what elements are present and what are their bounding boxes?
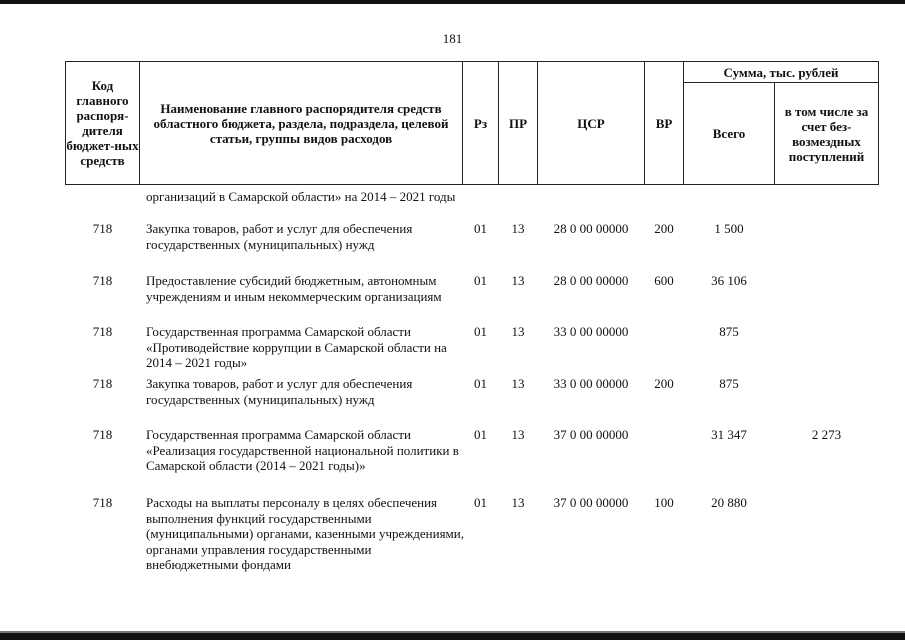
header-csr: ЦСР — [577, 115, 605, 131]
header-pr: ПР — [508, 115, 528, 131]
row-pr: 13 — [511, 273, 525, 288]
row-rz: 01 — [474, 376, 487, 391]
row-pr: 13 — [511, 324, 525, 339]
row-csr: 28 0 00 00000 — [553, 273, 629, 288]
row-pr: 13 — [511, 427, 525, 442]
row-total: 875 — [719, 324, 739, 339]
row-name: Государственная программа Самарской области «Реализация государственной национальной политики в Самарской области (2014 – 2021 годы)» — [146, 427, 459, 473]
row-total: 875 — [719, 376, 739, 391]
row-total: 31 347 — [711, 427, 747, 442]
row-name: Предоставление субсидий бюджетным, автономным учреждениям и иным некоммерческим организациям — [146, 273, 442, 304]
row-name: Государственная программа Самарской области «Противодействие коррупции в Самарской области на 2014 – 2021 годы» — [146, 324, 447, 370]
header-code: Код главного распоря-дителя бюджет-ных средств — [66, 78, 139, 168]
row-vr: 200 — [654, 221, 674, 236]
header-bottom-border — [65, 184, 879, 185]
row-name: Закупка товаров, работ и услуг для обеспечения государственных (муниципальных) нужд — [146, 376, 413, 407]
header-total: Всего — [712, 126, 746, 141]
row-csr: 33 0 00 00000 — [553, 376, 629, 391]
row-total: 1 500 — [714, 221, 744, 236]
row-csr: 28 0 00 00000 — [553, 221, 629, 236]
row-pr: 13 — [511, 376, 525, 391]
row-total: 36 106 — [711, 273, 747, 288]
row-vr: 600 — [654, 273, 674, 288]
row-rz: 01 — [474, 273, 487, 288]
row-name: Расходы на выплаты персоналу в целях обеспечения выполнения функций государственными (муниципальными) органами, казенными учреждениями, органами управления государственными внебюджетными фондами — [146, 495, 464, 572]
row-code: 718 — [92, 273, 113, 288]
row-grants: 2 273 — [811, 427, 842, 442]
row-code: 718 — [92, 495, 113, 510]
header-name: Наименование главного распорядителя средств областного бюджета, раздела, подраздела, целевой статьи, группы видов расходов — [153, 100, 449, 146]
row-csr: 37 0 00 00000 — [553, 495, 629, 510]
row-rz: 01 — [474, 324, 487, 339]
row-pr: 13 — [511, 495, 525, 510]
row-csr: 33 0 00 00000 — [553, 324, 629, 339]
row-rz: 01 — [474, 495, 487, 510]
row-vr: 100 — [654, 495, 674, 510]
page-number: 181 — [442, 31, 463, 46]
row-code: 718 — [92, 324, 113, 339]
col-divider — [878, 61, 879, 185]
scan-edge-bottom — [0, 633, 905, 640]
header-vr: ВР — [655, 115, 673, 131]
row-name: Закупка товаров, работ и услуг для обеспечения государственных (муниципальных) нужд — [146, 221, 413, 252]
row-code: 718 — [92, 221, 113, 236]
row-rz: 01 — [474, 221, 487, 236]
scan-edge-top — [0, 0, 905, 4]
header-grants: в том числе за счет без-возмездных поступлений — [784, 103, 869, 164]
row-pr: 13 — [511, 221, 525, 236]
row-vr: 200 — [654, 376, 674, 391]
row-rz: 01 — [474, 427, 487, 442]
header-rz: Рз — [473, 115, 488, 131]
row-code: 718 — [92, 376, 113, 391]
row-code: 718 — [92, 427, 113, 442]
row-name: организаций в Самарской области» на 2014 – 2021 годы — [146, 189, 456, 204]
header-sum-group: Сумма, тыс. рублей — [723, 64, 839, 80]
row-total: 20 880 — [711, 495, 747, 510]
row-csr: 37 0 00 00000 — [553, 427, 629, 442]
